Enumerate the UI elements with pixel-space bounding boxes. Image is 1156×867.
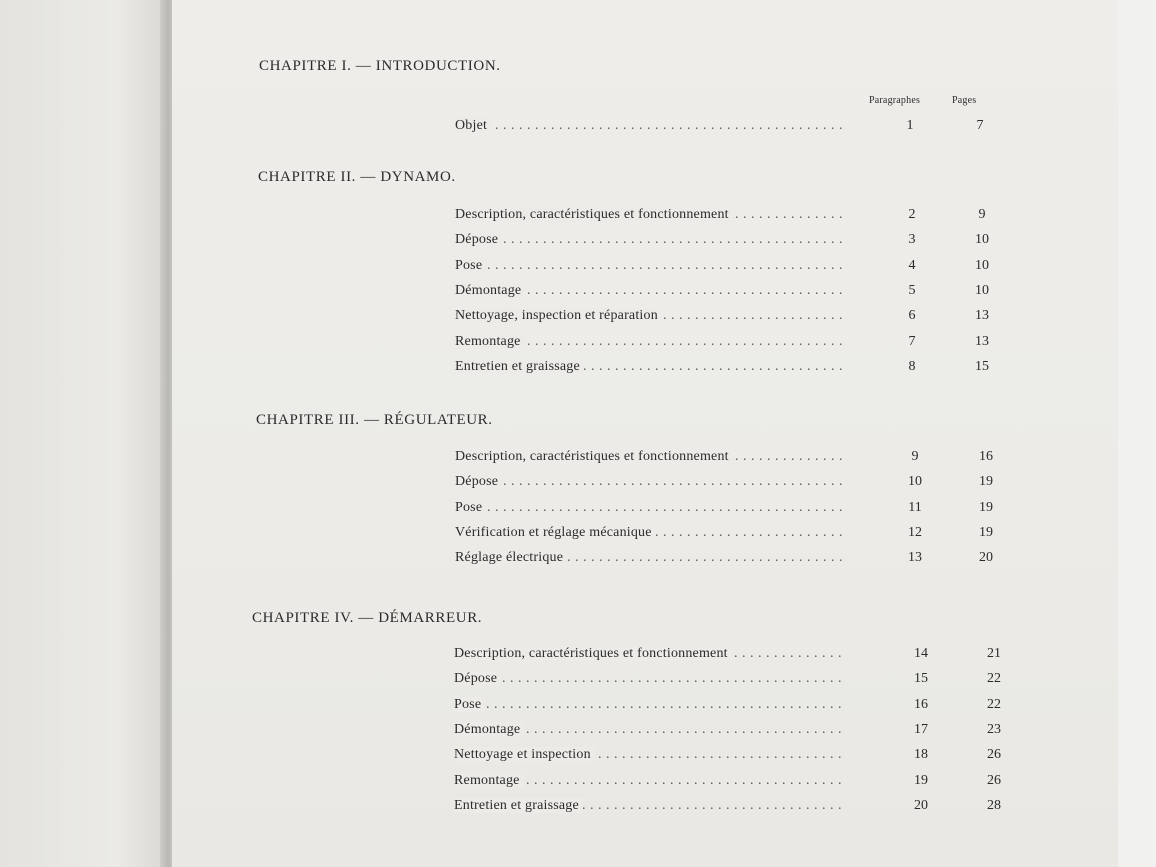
toc-entry-paragraph: 10 [908,474,922,490]
column-header-paragraphs: Paragraphes [869,95,921,106]
toc-entry [455,449,1015,469]
toc-entry [455,359,1015,379]
toc-entry-title: Entretien et graissage . . . [454,798,844,814]
toc-entry-paragraph: 12 [908,524,922,540]
toc-entry-paragraph: 11 [908,499,922,515]
toc-entry-paragraph: 16 [914,696,928,712]
toc-entry [454,646,1014,666]
toc-entry-paragraph: 8 [908,358,916,374]
chapter-heading: CHAPITRE II. — DYNAMO. [258,169,456,185]
toc-entry-title: Vérification et réglage mécanique . . . [455,525,845,541]
toc-entry-page: 20 [979,550,993,566]
toc-entry-title: Remontage . . . [455,334,845,350]
toc-entry-page: 10 [975,257,989,273]
toc-entry-paragraph: 18 [914,747,928,763]
toc-entry-title: Dépose . . . [455,232,845,248]
toc-entry [454,798,1014,818]
toc-entry-page: 15 [975,358,989,374]
toc-entry [455,550,1015,570]
toc-entry-page: 19 [979,499,993,515]
toc-entry-page: 13 [975,308,989,324]
toc-entry-paragraph: 14 [914,646,928,661]
toc-entry-page: 10 [975,282,989,298]
toc-entry-title: Réglage électrique . . . [455,550,845,566]
toc-entry [455,232,1015,252]
toc-entry-title: Dépose . . . [455,474,845,490]
toc-entry-title: Nettoyage, inspection et réparation . . . [455,308,845,324]
toc-entry-page: 7 [976,118,984,133]
toc-entry-paragraph: 17 [914,721,928,737]
chapter-heading: CHAPITRE IV. — DÉMARREUR. [252,610,483,626]
toc-entry-page: 21 [987,646,1001,661]
toc-entry-paragraph: 2 [908,207,916,222]
toc-entry-page: 10 [975,232,989,248]
toc-entry-title: Remontage . . . [454,773,844,789]
toc-entry-title: Dépose . . . [454,671,844,687]
toc-entry-page: 22 [987,671,1001,687]
toc-entry [455,207,1015,227]
toc-entry-page: 23 [987,721,1001,737]
toc-entry-paragraph: 1 [906,118,914,133]
left-page [0,0,168,867]
toc-entry [455,500,1015,520]
toc-entry [454,773,1014,793]
toc-entry-paragraph: 20 [914,797,928,813]
toc-entry-page: 19 [979,474,993,490]
toc-entry-page: 26 [987,747,1001,763]
toc-entry-title: Nettoyage et inspection . . . [454,747,844,763]
toc-entry [454,671,1014,691]
toc-entry [455,474,1015,494]
toc-entry-paragraph: 4 [908,257,916,273]
toc-entry-paragraph: 3 [908,232,916,248]
toc-entry [454,747,1014,767]
toc-entry-page: 16 [979,449,993,464]
toc-entry-title: Démontage . . . [454,722,844,738]
toc-entry-page: 13 [975,333,989,349]
chapter-heading: CHAPITRE I. — INTRODUCTION. [259,58,501,74]
column-header-pages: Pages [952,95,977,106]
toc-entry-paragraph: 7 [908,333,916,349]
toc-entry-title: Description, caractéristiques et fonctionnement . . . [455,207,845,223]
toc-entry-paragraph: 19 [914,772,928,788]
toc-entry [454,722,1014,742]
toc-entry-title: Objet . . . [455,118,845,134]
toc-entry-page: 19 [979,524,993,540]
toc-entry-paragraph: 15 [914,671,928,687]
toc-entry-page: 28 [987,797,1001,813]
toc-entry-title: Démontage . . . [455,283,845,299]
toc-entry-paragraph: 6 [908,308,916,324]
toc-entry-paragraph: 9 [911,449,919,464]
toc-entry-title: Pose . . . [455,500,845,516]
chapter-heading: CHAPITRE III. — RÉGULATEUR. [256,412,493,428]
toc-entry-title: Pose . . . [455,258,845,274]
toc-entry [455,334,1015,354]
toc-entry [455,308,1015,328]
toc-entry-paragraph: 5 [908,282,916,298]
toc-entry-page: 26 [987,772,1001,788]
toc-entry-title: Description, caractéristiques et fonctionnement . . . [454,646,844,662]
toc-entry [454,697,1014,717]
toc-entry-paragraph: 13 [908,550,922,566]
toc-entry-title: Pose . . . [454,697,844,713]
toc-entry-title: Description, caractéristiques et fonctionnement . . . [455,449,845,465]
toc-entry [455,283,1015,303]
toc-entry [455,118,1015,138]
background-edge [1118,0,1156,867]
toc-entry-page: 9 [978,207,986,222]
toc-entry [455,258,1015,278]
toc-entry [455,525,1015,545]
toc-entry-title: Entretien et graissage . . . [455,359,845,375]
toc-entry-page: 22 [987,696,1001,712]
